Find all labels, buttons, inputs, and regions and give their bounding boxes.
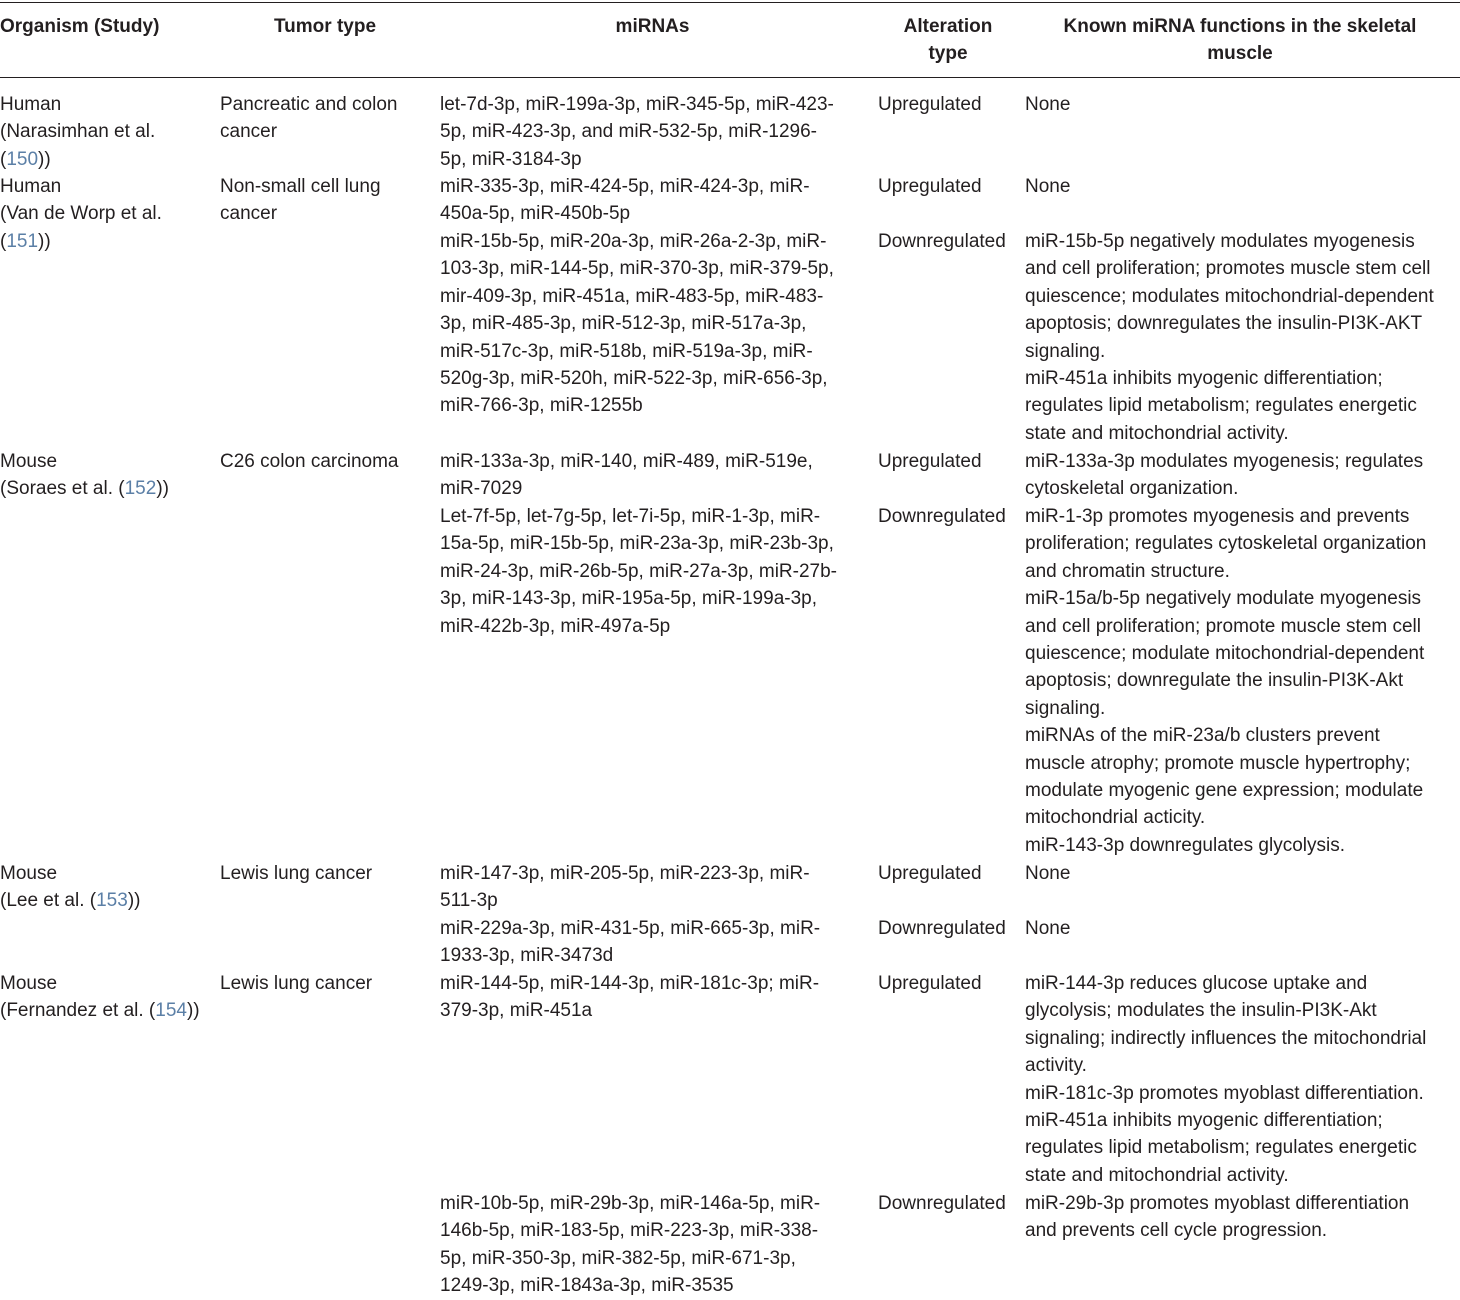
functions-cell: None xyxy=(1025,176,1071,197)
functions-cell: None xyxy=(1025,863,1071,884)
functions-cell: miR-15b-5p negatively modulates myogenesis and cell proliferation; promotes muscle stem cell quiescence; modulates mitochondrial-dependent apoptosis; downregulates the insulin-PI3K-AKT signaling. miR-451a inhibits myogenic differentiation; regulates lipid metabolism; regulates energetic state and mitochondrial activity. xyxy=(1025,231,1434,444)
alteration-cell: Downregulated xyxy=(878,231,1006,252)
mirnas-cell: miR-15b-5p, miR-20a-3p, miR-26a-2-3p, miR- 103-3p, miR-144-5p, miR-370-3p, miR-379-5p, mir-409-3p, miR-451a, miR-483-5p, miR-483- 3p, miR-485-3p, miR-512-3p, miR-517a-3p, miR-517c-3p, miR-518b, miR-519a-3p, miR- 520g-3p, miR-520h, miR-522-3p, miR-656-3p, miR-766-3p, miR-1255b xyxy=(440,231,834,417)
tumor-type-cell: C26 colon carcinoma xyxy=(220,451,399,472)
header-mirnas: miRNAs xyxy=(615,16,690,37)
alteration-cell: Upregulated xyxy=(878,451,982,472)
functions-cell: miR-133a-3p modulates myogenesis; regulates cytoskeletal organization. xyxy=(1025,451,1424,500)
header-tumor-type: Tumor type xyxy=(273,16,377,37)
alteration-cell: Upregulated xyxy=(878,863,982,884)
reference-link[interactable]: 150 xyxy=(6,148,39,170)
mirnas-cell: miR-335-3p, miR-424-5p, miR-424-3p, miR- 450a-5p, miR-450b-5p xyxy=(440,176,810,225)
mirnas-cell: miR-147-3p, miR-205-5p, miR-223-3p, miR- 511-3p xyxy=(440,863,810,912)
tumor-type-cell: Lewis lung cancer xyxy=(220,863,373,884)
organism-cell: Mouse (Fernandez et al. (154)) xyxy=(0,973,200,1022)
mirnas-cell: miR-144-5p, miR-144-3p, miR-181c-3p; miR- 379-3p, miR-451a xyxy=(440,973,820,1022)
top-rule xyxy=(0,2,1460,3)
organism-cell: Mouse (Lee et al. (153)) xyxy=(0,863,141,912)
reference-link[interactable]: 151 xyxy=(6,230,39,252)
alteration-cell: Upregulated xyxy=(878,973,982,994)
functions-cell: None xyxy=(1025,918,1071,939)
mirnas-cell: miR-133a-3p, miR-140, miR-489, miR-519e, miR-7029 xyxy=(440,451,813,500)
mirnas-cell: miR-229a-3p, miR-431-5p, miR-665-3p, miR- 1933-3p, miR-3473d xyxy=(440,918,821,967)
tumor-type-cell: Non-small cell lung cancer xyxy=(220,176,381,225)
reference-link[interactable]: 154 xyxy=(155,1000,187,1022)
tumor-type-cell: Lewis lung cancer xyxy=(220,973,373,994)
mirnas-cell: Let-7f-5p, let-7g-5p, let-7i-5p, miR-1-3p, miR- 15a-5p, miR-15b-5p, miR-23a-3p, miR-23b-3p, miR-24-3p, miR-26b-5p, miR-27a-3p, miR-27b- 3p, miR-143-3p, miR-195a-5p, miR-199a-3p, miR-422b-3p, miR-497a-5p xyxy=(440,506,838,637)
reference-link[interactable]: 152 xyxy=(124,478,157,500)
header-functions: Known miRNA functions in the skeletal muscle xyxy=(1063,16,1417,65)
reference-link[interactable]: 153 xyxy=(96,890,128,912)
organism-cell: Human (Van de Worp et al. (151)) xyxy=(0,176,162,252)
functions-cell: miR-29b-3p promotes myoblast differentiation and prevents cell cycle progression. xyxy=(1025,1193,1410,1242)
organism-cell: Human (Narasimhan et al. (150)) xyxy=(0,94,156,170)
mirnas-cell: let-7d-3p, miR-199a-3p, miR-345-5p, miR-423- 5p, miR-423-3p, and miR-532-5p, miR-1296- 5p, miR-3184-3p xyxy=(440,94,834,170)
organism-cell: Mouse (Soraes et al. (152)) xyxy=(0,451,169,500)
header-rule xyxy=(0,77,1460,78)
alteration-cell: Downregulated xyxy=(878,918,1006,939)
functions-cell: None xyxy=(1025,94,1071,115)
alteration-cell: Upregulated xyxy=(878,94,982,115)
functions-cell: miR-144-3p reduces glucose uptake and glycolysis; modulates the insulin-PI3K-Akt signaling; indirectly influences the mitochondrial activity. miR-181c-3p promotes myoblast differentiation. miR-451a inhibits myogenic differentiation; regulates lipid metabolism; regulates energetic state and mitochondrial activity. xyxy=(1025,973,1427,1186)
alteration-cell: Downregulated xyxy=(878,506,1006,527)
alteration-cell: Downregulated xyxy=(878,1193,1006,1214)
mirnas-cell: miR-10b-5p, miR-29b-3p, miR-146a-5p, miR- 146b-5p, miR-183-5p, miR-223-3p, miR-338- 5p, miR-350-3p, miR-382-5p, miR-671-3p, 1249-3p, miR-1843a-3p, miR-3535 xyxy=(440,1193,821,1297)
header-alteration-type: Alteration type xyxy=(903,16,993,65)
tumor-type-cell: Pancreatic and colon cancer xyxy=(220,94,398,143)
alteration-cell: Upregulated xyxy=(878,176,982,197)
functions-cell: miR-1-3p promotes myogenesis and prevents proliferation; regulates cytoskeletal organization and chromatin structure. miR-15a/b-5p negatively modulate myogenesis and cell proliferation; promote muscle stem cell quiescence; modulate mitochondrial-dependent apoptosis; downregulate the insulin-PI3K-Akt signaling. miRNAs of the miR-23a/b clusters prevent muscle atrophy; promote muscle hypertrophy; modulate myogenic gene expression; modulate mitochondrial acticity. miR-143-3p downregulates glycolysis. xyxy=(1025,506,1427,856)
header-organism: Organism (Study) xyxy=(0,16,160,37)
